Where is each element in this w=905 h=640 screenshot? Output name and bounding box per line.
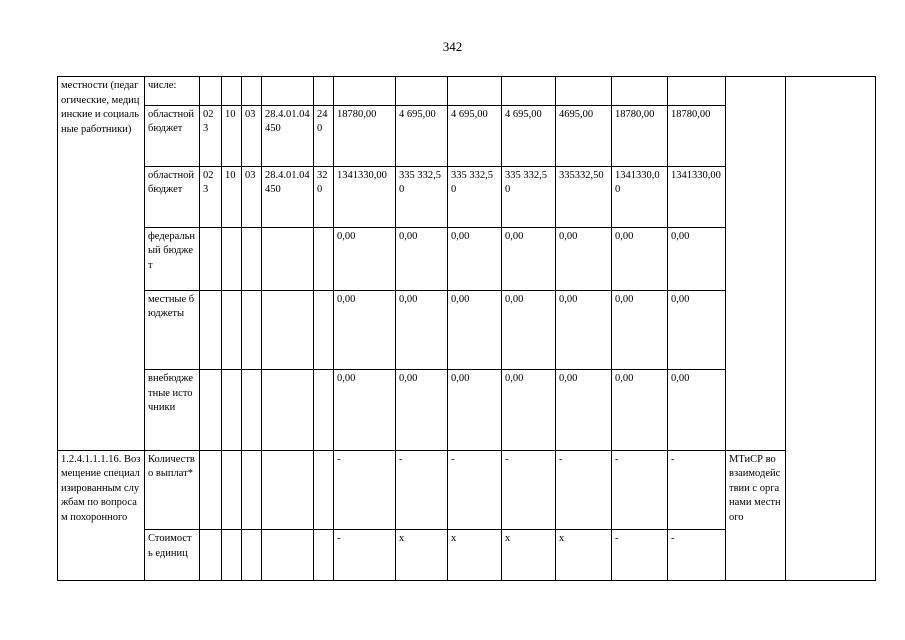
value-cell: 0,00 xyxy=(334,290,396,369)
indicator-label: Стоимость единиц xyxy=(145,530,200,581)
value-cell: 0,00 xyxy=(396,370,448,450)
value-cell: 0,00 xyxy=(502,290,556,369)
value-cell: - xyxy=(502,450,556,529)
indicator-label: Количество выплат* xyxy=(145,450,200,529)
value-cell: 0,00 xyxy=(668,290,726,369)
funding-source-label: областной бюджет xyxy=(145,105,200,166)
code-cell: 240 xyxy=(314,105,334,166)
value-cell: 335 332,50 xyxy=(396,166,448,227)
value-cell: 0,00 xyxy=(334,370,396,450)
value-cell: - xyxy=(556,450,612,529)
value-cell: 0,00 xyxy=(668,227,726,290)
value-cell: 0,00 xyxy=(448,227,502,290)
section-title: местности (педагогические, медицинские и социальные работники) xyxy=(58,77,145,451)
value-cell: - xyxy=(668,530,726,581)
value-cell: 4 695,00 xyxy=(396,105,448,166)
value-cell: 0,00 xyxy=(556,290,612,369)
value-cell: x xyxy=(396,530,448,581)
funding-source-label: федеральный бюджет xyxy=(145,227,200,290)
value-cell: - xyxy=(612,530,668,581)
executor-cell: МТиСР во взаимодействии с органами местного xyxy=(726,450,786,580)
executor-cell xyxy=(726,77,786,451)
value-cell: x xyxy=(448,530,502,581)
value-cell: 1341330,00 xyxy=(612,166,668,227)
funding-source-label: областной бюджет xyxy=(145,166,200,227)
code-cell: 03 xyxy=(242,166,262,227)
value-cell: 1341330,00 xyxy=(668,166,726,227)
value-cell: 1341330,00 xyxy=(334,166,396,227)
value-cell: - xyxy=(668,450,726,529)
value-cell: 0,00 xyxy=(612,370,668,450)
budget-table xyxy=(57,76,876,581)
value-cell: 0,00 xyxy=(556,227,612,290)
value-cell: 0,00 xyxy=(612,227,668,290)
value-cell: - xyxy=(334,530,396,581)
value-cell: 18780,00 xyxy=(612,105,668,166)
code-cell: 023 xyxy=(200,166,222,227)
value-cell: 335332,50 xyxy=(556,166,612,227)
value-cell: 0,00 xyxy=(396,290,448,369)
code-cell: 320 xyxy=(314,166,334,227)
note-cell xyxy=(786,77,876,581)
value-cell: 4 695,00 xyxy=(448,105,502,166)
value-cell: 18780,00 xyxy=(334,105,396,166)
value-cell: 0,00 xyxy=(612,290,668,369)
value-cell: - xyxy=(334,450,396,529)
value-cell: 0,00 xyxy=(334,227,396,290)
value-cell: x xyxy=(556,530,612,581)
value-cell: x xyxy=(502,530,556,581)
page-number: 342 xyxy=(442,39,463,54)
code-cell: 28.4.01.04450 xyxy=(262,105,314,166)
value-cell: 335 332,50 xyxy=(448,166,502,227)
code-cell: 28.4.01.04450 xyxy=(262,166,314,227)
value-cell: 4 695,00 xyxy=(502,105,556,166)
table-row xyxy=(58,450,876,529)
value-cell: 0,00 xyxy=(448,290,502,369)
funding-source-label: местные бюджеты xyxy=(145,290,200,369)
value-cell: 0,00 xyxy=(502,227,556,290)
code-cell: 023 xyxy=(200,105,222,166)
value-cell: 0,00 xyxy=(448,370,502,450)
table-row xyxy=(58,77,876,106)
value-cell: 335 332,50 xyxy=(502,166,556,227)
value-cell: - xyxy=(396,450,448,529)
value-cell: 4695,00 xyxy=(556,105,612,166)
value-cell: 0,00 xyxy=(556,370,612,450)
value-cell: 0,00 xyxy=(668,370,726,450)
value-cell: 0,00 xyxy=(502,370,556,450)
code-cell: 03 xyxy=(242,105,262,166)
value-cell: 18780,00 xyxy=(668,105,726,166)
code-cell: 10 xyxy=(222,166,242,227)
value-cell: 0,00 xyxy=(396,227,448,290)
section-title: 1.2.4.1.1.1.16. Возмещение специализированным службам по вопросам похоронного xyxy=(58,450,145,580)
value-cell: - xyxy=(612,450,668,529)
funding-source-label: числе: xyxy=(145,77,200,106)
funding-source-label: внебюджетные источники xyxy=(145,370,200,450)
value-cell: - xyxy=(448,450,502,529)
code-cell: 10 xyxy=(222,105,242,166)
